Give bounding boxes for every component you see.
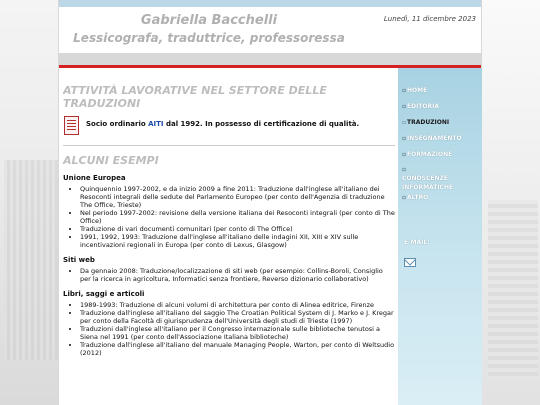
main-content [63,76,395,405]
email-label: E-MAIL: [404,239,430,246]
sidebar-item-altro[interactable] [402,193,478,202]
sidebar-item-label: INSEGNAMENTO [407,135,462,142]
bullet-icon: ▫ [402,119,407,126]
list-item: • Da gennaio 2008: Traduzione/localizzazione di siti web (per esempio: Collins-Boroli, Consiglio per la ricerca in agricoltura, Informatici senza frontiere, Reverso dizionario collaborativo) [80,267,395,283]
bullet-icon: ▫ [402,87,407,94]
bullet-icon: ▫ [402,151,407,158]
site-subtitle: Lessicografa, traduttrice, professoressa [73,31,345,45]
sidebar-item-home[interactable] [402,86,478,95]
sidebar [398,68,482,405]
group-title-ue: Unione Europea [63,174,126,182]
background-right [482,0,540,405]
group-title-libri: Libri, saggi e articoli [63,290,145,298]
sidebar-item-traduzioni[interactable] [402,118,478,127]
list-item: • Traduzione dall'inglese all'italiano del manuale Managing People, Warton, per conto di Weltsudio (2012) [80,341,395,357]
list-item: • 1991, 1992, 1993: Traduzione dall'inglese all'italiano delle indagini XII, XIII e XIV sulle incentivazioni regionali in Europa (per conto di Lexus, Glasgow) [80,233,395,249]
bullet-icon: ▫ [402,103,407,110]
bullet-icon: ▫ [402,194,407,201]
date-label: Lunedì, 11 dicembre 2023 [383,15,476,23]
certificate-icon [64,116,79,135]
sidebar-item-label: HOME [407,87,428,94]
list-item: • Traduzioni dall'inglese all'italiano per il Congresso internazionale sulle biblioteche tenutosi a Siena nel 1991 (per conto dell'Associazione Italiana biblioteche) [80,325,395,341]
sidebar-item-formazione[interactable] [402,150,478,159]
section-title-attivita: ATTIVITÀ LAVORATIVE NEL SETTORE DELLE TRADUZIONI [63,84,327,110]
sidebar-item-editoria[interactable] [402,102,478,111]
certification-text [86,120,359,128]
bullet-icon: ▫ [402,166,407,173]
list-libri [63,301,395,357]
bullet-icon: ▫ [402,135,407,142]
sidebar-item-label: CONOSCENZE INFORMATICHE [402,175,454,191]
background-left [0,0,58,405]
certification-suffix: dal 1992. In possesso di certificazione di qualità. [163,120,360,128]
aiti-link[interactable]: AITI [148,120,164,128]
section-divider [63,145,395,146]
header-gray-bar [59,53,481,65]
group-title-siti-web: Siti web [63,256,95,264]
top-bar [59,0,481,7]
sidebar-item-conoscenze[interactable] [402,165,454,192]
page-container [58,0,482,405]
site-header [59,7,481,53]
site-name: Gabriella Bacchelli [140,13,278,28]
sidebar-item-label: FORMAZIONE [407,151,453,158]
sidebar-item-label: ALTRO [407,194,429,201]
certification-prefix: Socio ordinario [86,120,149,128]
sidebar-item-label: TRADUZIONI [407,119,450,126]
list-item: • Traduzione dall'inglese all'italiano del saggio The Croatian Political System di J. Marko e J. Kregar per conto della Facoltà di giurisprudenza dell'Università degli studi di Trieste (1997) [80,309,395,325]
section-title-esempi: ALCUNI ESEMPI [63,154,159,167]
mail-icon[interactable] [404,258,416,267]
list-item: • Nel periodo 1997-2002: revisione della versione italiana dei Resoconti integrali (per conto di The Office) [80,209,395,225]
certification-row [63,116,395,142]
list-siti-web [63,267,395,283]
list-ue [63,185,395,249]
list-item: • Quinquennio 1997-2002, e da inizio 2009 a fine 2011: Traduzione dall'inglese all'italiano dei Resoconti integrali delle sedute del Parlamento Europeo (per conto dell'Agenzia di traduzione The Office, Trieste) [80,185,395,209]
list-item: • 1989-1993: Traduzione di alcuni volumi di architettura per conto di Alinea editrice, Firenze [80,301,395,309]
list-item: • Traduzione di vari documenti comunitari (per conto di The Office) [80,225,395,233]
sidebar-item-label: EDITORIA [407,103,440,110]
sidebar-item-insegnamento[interactable] [402,134,478,143]
